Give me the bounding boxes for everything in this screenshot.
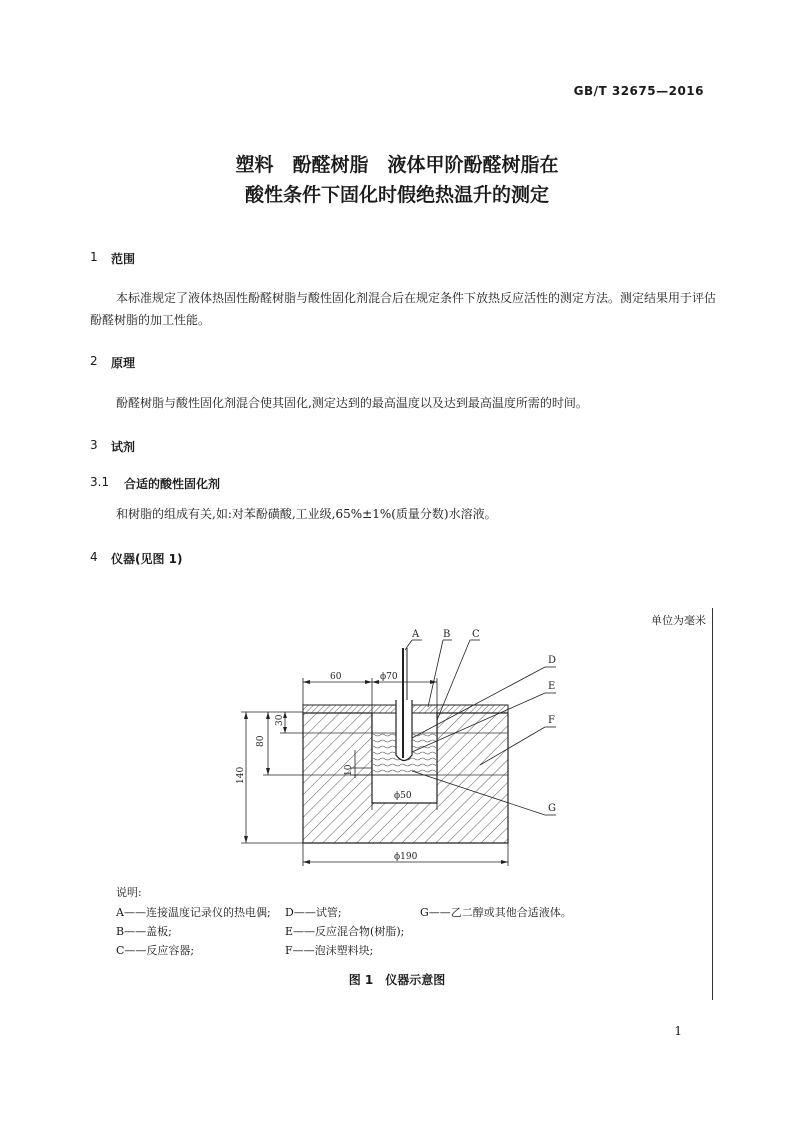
- section-2-title: 原理: [111, 356, 136, 370]
- glycol-liquid: [373, 768, 436, 775]
- label-B: B: [443, 629, 451, 640]
- section-4-title: 仪器(见图 1): [111, 552, 183, 566]
- label-D: D: [548, 655, 557, 666]
- unit-note: 单位为毫米: [651, 614, 706, 627]
- figure-caption: 图 1 仪器示意图: [348, 973, 446, 987]
- label-F: F: [548, 715, 555, 726]
- label-A: A: [412, 629, 420, 640]
- dim-80: 80: [256, 735, 266, 747]
- section-3-1-title: 合适的酸性固化剂: [124, 477, 221, 491]
- label-E: E: [548, 681, 556, 692]
- section-2-text: 酚醛树脂与酸性固化剂混合使其固化,测定达到的最高温度以及达到最高温度所需的时间。: [116, 396, 588, 410]
- dim-phi50: ϕ50: [394, 791, 412, 801]
- section-1-title: 范围: [111, 252, 136, 266]
- legend-item-G: G——乙二醇或其他合适液体。: [420, 906, 572, 919]
- section-3-title: 试剂: [111, 440, 136, 454]
- dim-30: 30: [275, 714, 285, 726]
- document-title-line2: 酸性条件下固化时假绝热温升的测定: [244, 184, 549, 206]
- section-2-number: 2: [90, 354, 98, 368]
- section-1-number: 1: [90, 250, 98, 264]
- dim-10: 10: [344, 764, 354, 776]
- legend-heading: 说明:: [116, 886, 142, 899]
- legend-item-D: D——试管;: [285, 906, 342, 919]
- legend-item-E: E——反应混合物(树脂);: [285, 925, 405, 938]
- dim-60: 60: [330, 672, 342, 682]
- dim-phi190: ϕ190: [394, 852, 418, 862]
- section-1-text: 本标准规定了液体热固性酚醛树脂与酸性固化剂混合后在规定条件下放热反应活性的测定方法。测定结果用于评估酚醛树脂的加工性能。: [90, 291, 717, 327]
- standard-code: GB/T 32675—2016: [573, 84, 704, 98]
- page-number: 1: [674, 1024, 682, 1038]
- section-3-number: 3: [90, 438, 98, 452]
- legend-item-A: A——连接温度记录仪的热电偶;: [116, 906, 271, 919]
- legend-item-B: B——盖板;: [116, 925, 172, 938]
- label-C: C: [472, 629, 480, 640]
- document-title-line1: 塑料 酚醛树脂 液体甲阶酚醛树脂在: [235, 154, 559, 176]
- dim-140: 140: [236, 766, 246, 784]
- legend-item-C: C——反应容器;: [116, 944, 195, 957]
- dim-phi70: ϕ70: [380, 672, 398, 682]
- section-3-1-number: 3.1: [90, 475, 110, 489]
- section-4-number: 4: [90, 550, 98, 564]
- section-3-1-text: 和树脂的组成有关,如:对苯酚磺酸,工业级,65%±1%(质量分数)水溶液。: [116, 507, 497, 521]
- legend-item-F: F——泡沫塑料块;: [285, 944, 374, 957]
- label-G: G: [548, 803, 556, 814]
